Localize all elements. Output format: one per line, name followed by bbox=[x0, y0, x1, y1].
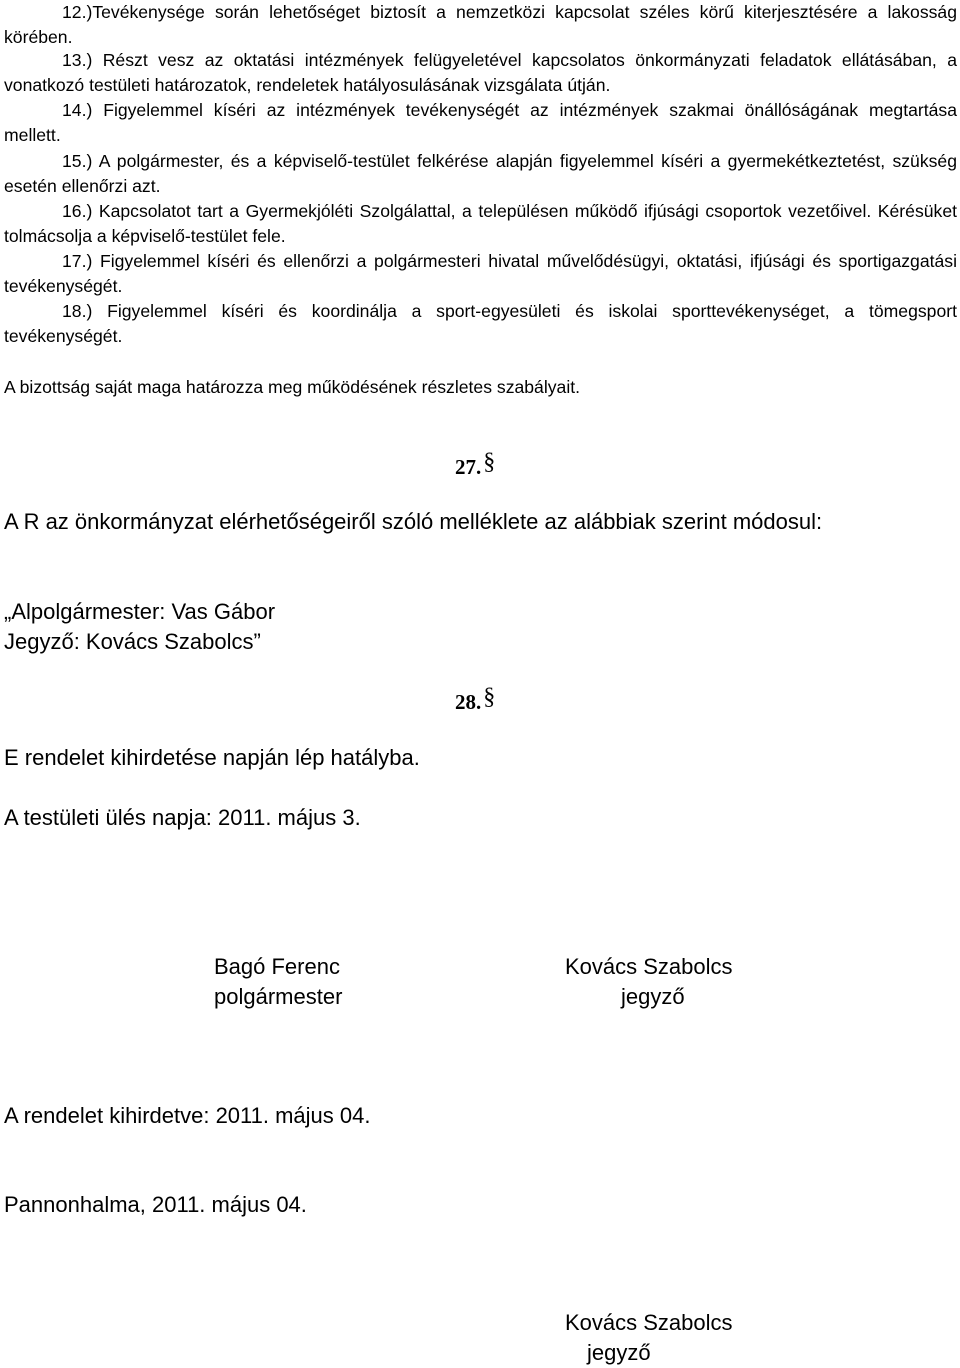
mayor-name: Bagó Ferenc bbox=[214, 954, 340, 979]
list-item-text: 14.) Figyelemmel kíséri az intézmények tevékenységét az intézmények szakmai önállóságának megtartása mellett. bbox=[4, 100, 957, 145]
list-item-12 bbox=[4, 0, 957, 49]
list-item-text: 18.) Figyelemmel kíséri és koordinálja a sport-egyesületi és iskolai sporttevékenységet, a tömegsport tevékenységét. bbox=[4, 301, 957, 346]
list-item-text: 17.) Figyelemmel kíséri és ellenőrzi a polgármesteri hivatal művelődésügyi, oktatási, ifjúsági és sportigazgatási tevékenységét. bbox=[4, 251, 957, 296]
quote-line-notary: Jegyző: Kovács Szabolcs” bbox=[4, 629, 261, 654]
list-item-text: 13.) Részt vesz az oktatási intézmények felügyeletével kapcsolatos önkormányzati feladatok ellátásában, a vonatkozó testületi határozatok, rendeletek hatályosulásának vizsgálata útján. bbox=[4, 50, 957, 95]
list-item-text: 12.)Tevékenysége során lehetőséget biztosít a nemzetközi kapcsolat széles körű kiterjesztésére a lakosság körében. bbox=[4, 2, 957, 47]
list-item-14 bbox=[4, 98, 957, 147]
section-28-heading bbox=[455, 684, 496, 714]
final-notary-name: Kovács Szabolcs bbox=[565, 1310, 733, 1335]
section-27-text: A R az önkormányzat elérhetőségeiről szóló melléklete az alábbiak szerint módosul: bbox=[4, 509, 823, 534]
section-28-text: E rendelet kihirdetése napján lép hatályba. bbox=[4, 745, 420, 770]
notary-title: jegyző bbox=[621, 984, 685, 1009]
notary-name: Kovács Szabolcs bbox=[565, 954, 733, 979]
list-item-16 bbox=[4, 199, 957, 248]
meeting-date: A testületi ülés napja: 2011. május 3. bbox=[4, 805, 361, 830]
final-notary-title: jegyző bbox=[587, 1340, 651, 1365]
committee-rules-text: A bizottság saját maga határozza meg működésének részletes szabályait. bbox=[4, 377, 581, 397]
section-sign: § bbox=[483, 684, 496, 710]
list-item-15 bbox=[4, 149, 957, 198]
quote-line-deputy-mayor: „Alpolgármester: Vas Gábor bbox=[4, 599, 276, 624]
place-date: Pannonhalma, 2011. május 04. bbox=[4, 1192, 307, 1217]
list-item-17 bbox=[4, 249, 957, 298]
section-27-heading bbox=[455, 449, 496, 479]
list-item-13 bbox=[4, 48, 957, 97]
mayor-title: polgármester bbox=[214, 984, 343, 1009]
list-item-text: 15.) A polgármester, és a képviselő-testület felkérése alapján figyelemmel kíséri a gyermekétkeztetést, szükség esetén ellenőrzi azt. bbox=[4, 151, 957, 196]
list-item-text: 16.) Kapcsolatot tart a Gyermekjóléti Szolgálattal, a településen működő ifjúsági csoportok vezetőivel. Kérésüket tolmácsolja a képviselő-testület fele. bbox=[4, 201, 957, 246]
section-number: 27. bbox=[455, 455, 482, 479]
section-sign: § bbox=[483, 449, 496, 475]
promulgation-date: A rendelet kihirdetve: 2011. május 04. bbox=[4, 1103, 371, 1128]
section-number: 28. bbox=[455, 690, 482, 714]
list-item-18 bbox=[4, 299, 957, 348]
